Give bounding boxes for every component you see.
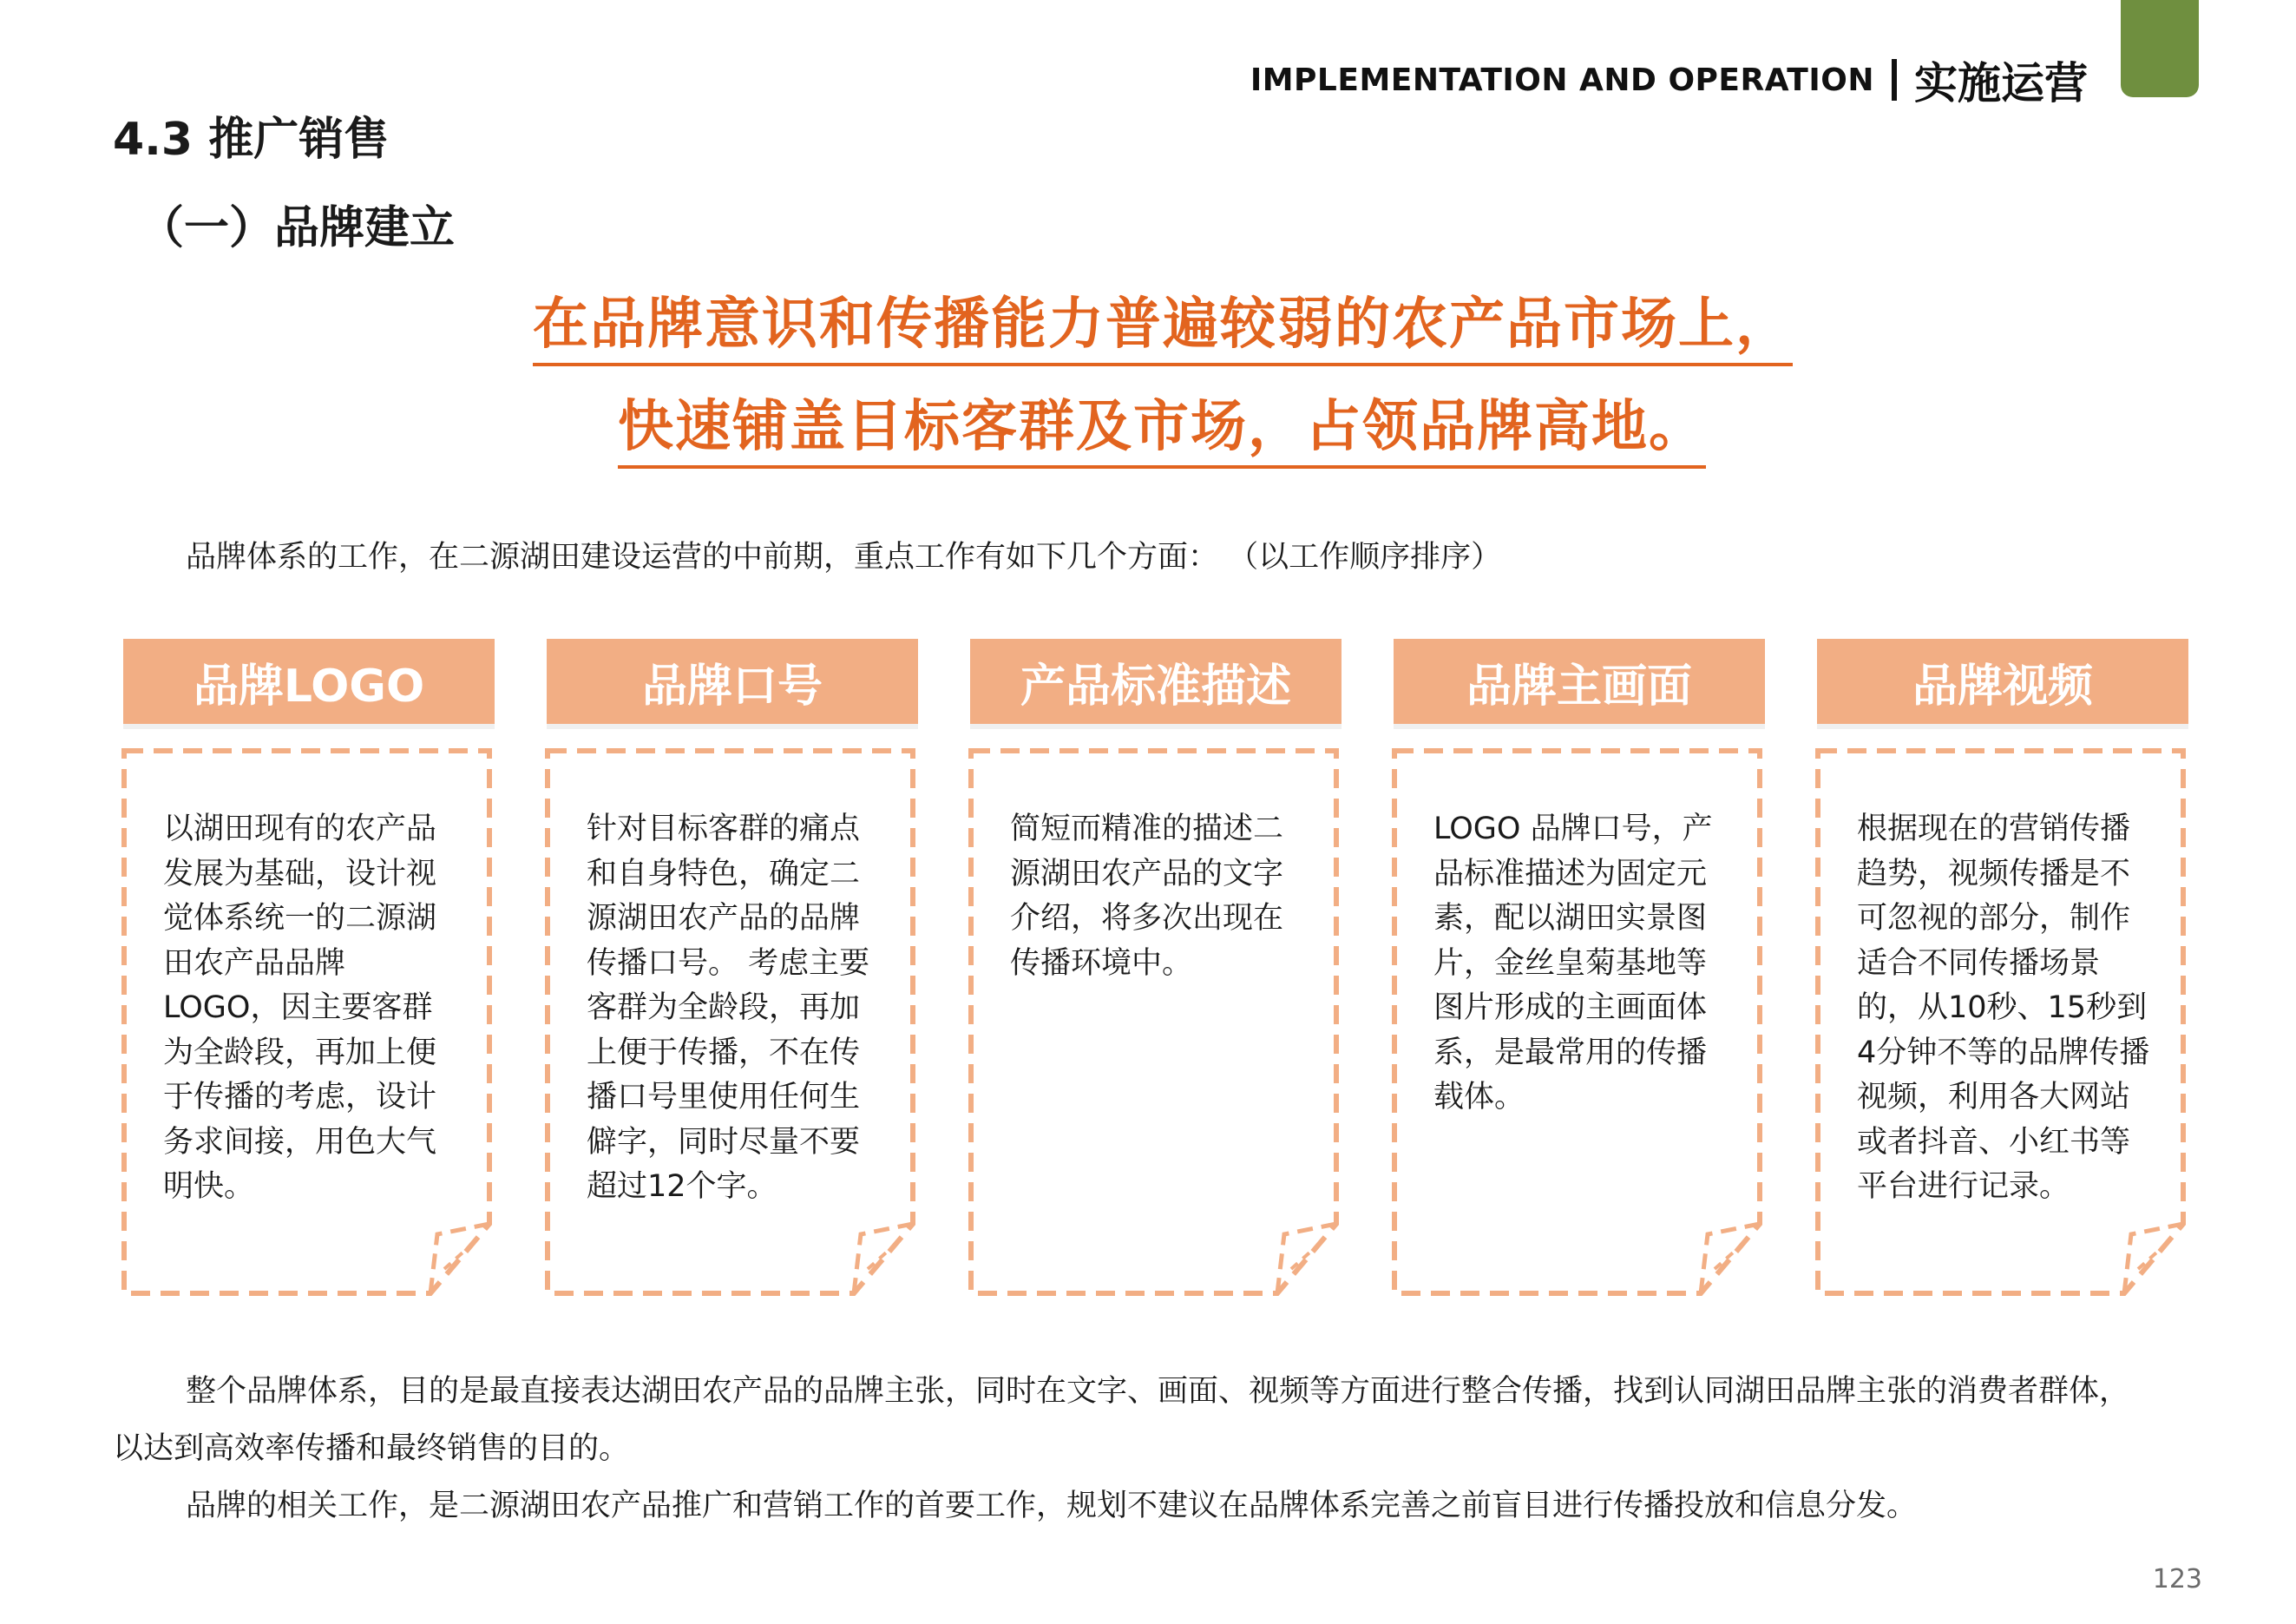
card-header-brand-video: 品牌视频: [1817, 639, 2188, 724]
card-text-brand-slogan: 针对目标客群的痛点和自身特色，确定二源湖田农产品的品牌传播口号。 考虑主要客群为全龄段，再加上便于传播，不在传播口号里使用任何生僻字，同时尽量不要超过12个字。: [587, 812, 870, 1204]
card-text-brand-key-visual: LOGO 品牌口号，产品标准描述为固定元素，配以湖田实景图片，金丝皇菊基地等图片形成的主画面体系，是最常用的传播载体。: [1433, 812, 1713, 1114]
card-body-brand-slogan: [545, 748, 918, 1297]
chapter-tab-marker: [2121, 0, 2199, 97]
header-divider: [1892, 59, 1897, 101]
header-chinese: 实施运营: [1914, 58, 2088, 108]
page-header: [1250, 54, 2088, 106]
slogan-line-2: 快速铺盖目标客群及市场，占领品牌高地。: [618, 382, 1706, 469]
sub-title: （一）品牌建立: [139, 202, 456, 254]
card-body-brand-video: [1815, 748, 2188, 1297]
card-header-brand-logo: 品牌LOGO: [123, 639, 495, 724]
section-title: 4.3 推广销售: [113, 114, 390, 166]
card-body-product-description: [968, 748, 1342, 1297]
card-header-product-description: 产品标准描述: [970, 639, 1342, 724]
card-body-brand-key-visual: [1392, 748, 1765, 1297]
intro-text: 品牌体系的工作，在二源湖田建设运营的中前期，重点工作有如下几个方面： （以工作顺序排序）: [186, 540, 1502, 575]
closing-paragraph-2: 品牌的相关工作，是二源湖田农产品推广和营销工作的首要工作，规划不建议在品牌体系完善之前盲目进行传播投放和信息分发。: [186, 1489, 1918, 1523]
page-number: 123: [2152, 1564, 2202, 1594]
closing-paragraph-1: 整个品牌体系，目的是最直接表达湖田农产品的品牌主张，同时在文字、画面、视频等方面进行整合传播，找到认同湖田品牌主张的消费者群体，以达到高效率传播和最终销售的目的。: [113, 1374, 2130, 1466]
header-english: IMPLEMENTATION AND OPERATION: [1250, 62, 1874, 98]
card-header-brand-key-visual: 品牌主画面: [1394, 639, 1765, 724]
slogan-line-1: 在品牌意识和传播能力普遍较弱的农产品市场上，: [533, 279, 1793, 366]
card-text-brand-logo: 以湖田现有的农产品发展为基础，设计视觉体系统一的二源湖田农产品品牌LOGO，因主要客群为全龄段，再加上便于传播的考虑，设计务求间接，用色大气明快。: [163, 812, 437, 1204]
card-text-product-description: 简短而精准的描述二源湖田农产品的文字介绍，将多次出现在传播环境中。: [1010, 812, 1284, 981]
card-body-brand-logo: [121, 748, 495, 1297]
card-text-brand-video: 根据现在的营销传播趋势，视频传播是不可忽视的部分，制作适合不同传播场景的，从10秒、15秒到4分钟不等的品牌传播视频，利用各大网站或者抖音、小红书等平台进行记录。: [1857, 812, 2150, 1204]
card-header-brand-slogan: 品牌口号: [547, 639, 918, 724]
